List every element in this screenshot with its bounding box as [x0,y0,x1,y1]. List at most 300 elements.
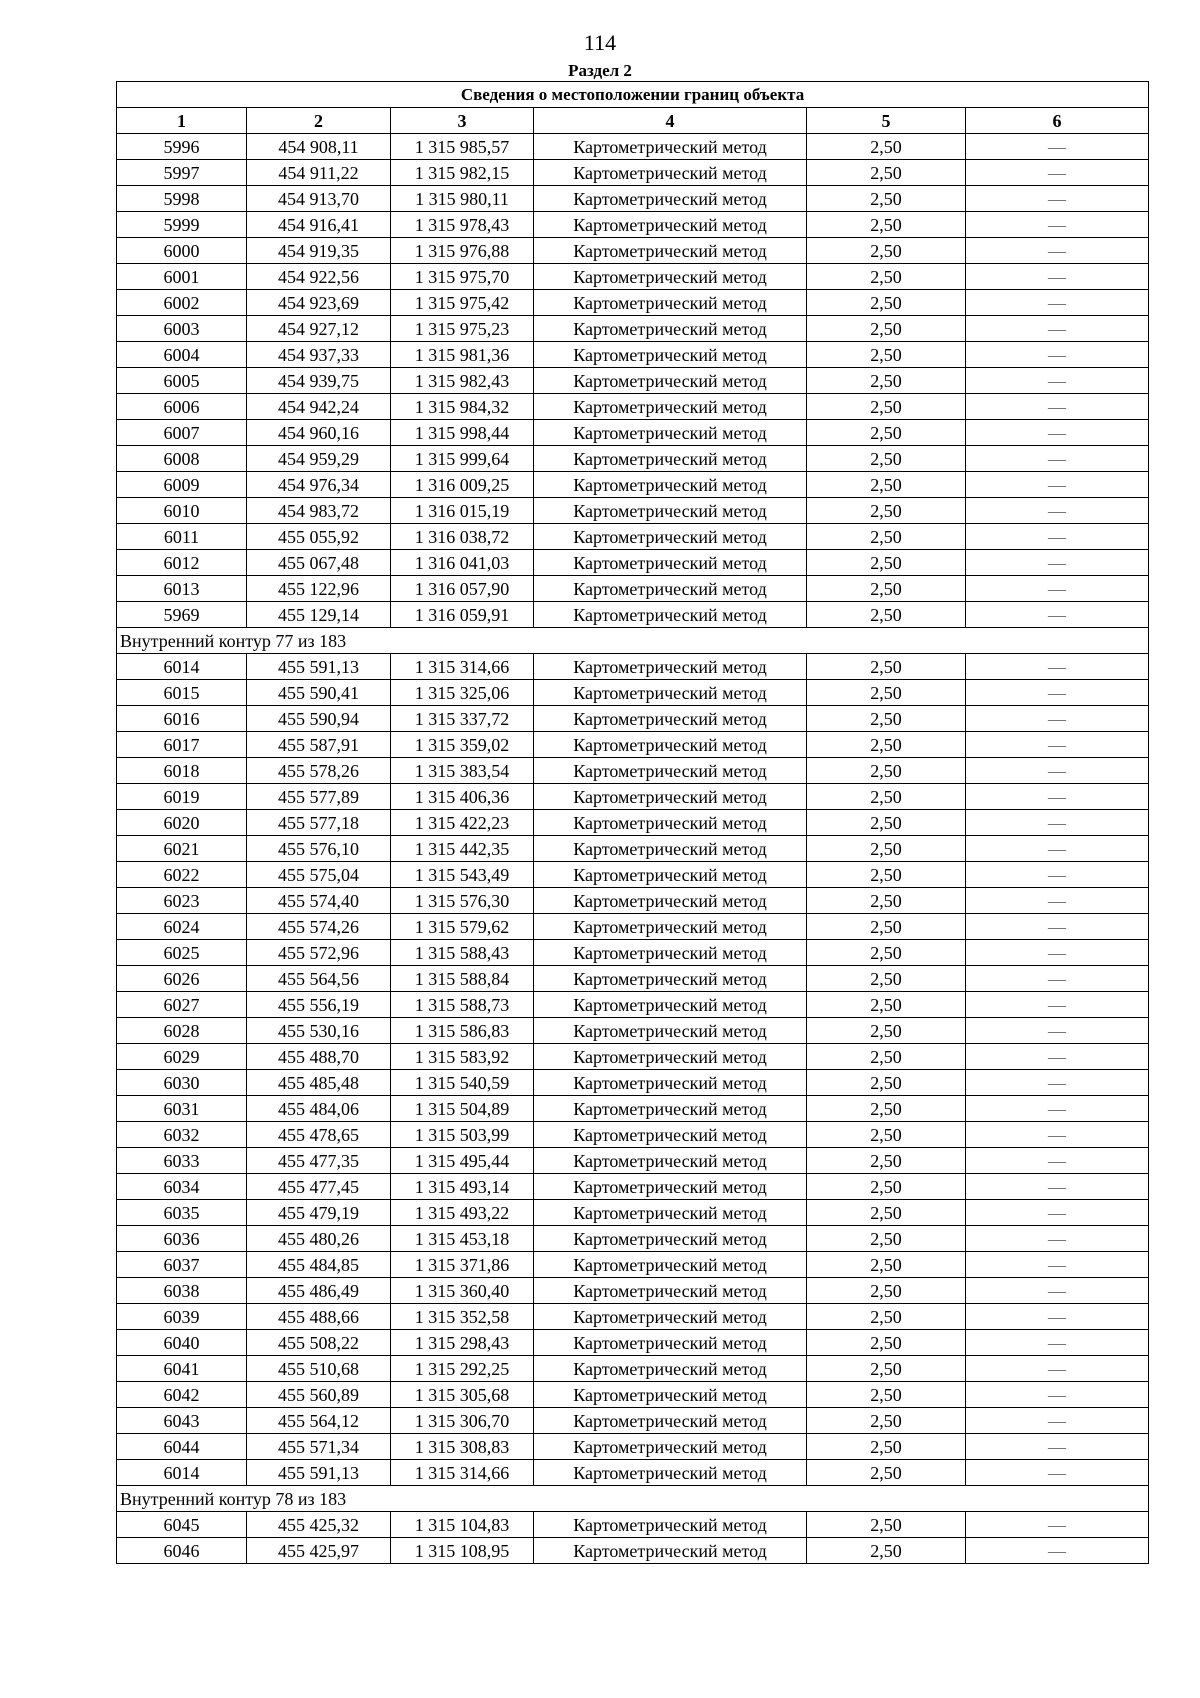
point-number-cell: 5996 [117,134,247,160]
point-number-cell: 6031 [117,1096,247,1122]
accuracy-cell: 2,50 [807,160,966,186]
x-coordinate-cell: 454 916,41 [247,212,391,238]
method-cell: Картометрический метод [534,186,807,212]
y-coordinate-cell: 1 315 976,88 [391,238,534,264]
x-coordinate-cell: 455 591,13 [247,1460,391,1486]
point-number-cell: 6008 [117,446,247,472]
table-row [117,654,1149,680]
description-cell: — [966,680,1149,706]
description-cell: — [966,1018,1149,1044]
accuracy-cell: 2,50 [807,1070,966,1096]
description-cell: — [966,524,1149,550]
table-row [117,1200,1149,1226]
point-number-cell: 6034 [117,1174,247,1200]
accuracy-cell: 2,50 [807,732,966,758]
table-row [117,1044,1149,1070]
table-row [117,446,1149,472]
method-cell: Картометрический метод [534,992,807,1018]
description-cell: — [966,446,1149,472]
description-cell: — [966,472,1149,498]
point-number-cell: 6032 [117,1122,247,1148]
x-coordinate-cell: 454 960,16 [247,420,391,446]
y-coordinate-cell: 1 315 985,57 [391,134,534,160]
x-coordinate-cell: 455 425,32 [247,1512,391,1538]
x-coordinate-cell: 455 486,49 [247,1278,391,1304]
description-cell: — [966,1096,1149,1122]
description-cell: — [966,1512,1149,1538]
description-cell: — [966,550,1149,576]
description-cell: — [966,602,1149,628]
description-cell: — [966,810,1149,836]
method-cell: Картометрический метод [534,888,807,914]
table-row [117,342,1149,368]
accuracy-cell: 2,50 [807,992,966,1018]
y-coordinate-cell: 1 315 359,02 [391,732,534,758]
accuracy-cell: 2,50 [807,1044,966,1070]
x-coordinate-cell: 455 578,26 [247,758,391,784]
point-number-cell: 6015 [117,680,247,706]
method-cell: Картометрический метод [534,1512,807,1538]
point-number-cell: 6040 [117,1330,247,1356]
method-cell: Картометрический метод [534,602,807,628]
description-cell: — [966,1070,1149,1096]
description-cell: — [966,1356,1149,1382]
method-cell: Картометрический метод [534,1330,807,1356]
x-coordinate-cell: 454 983,72 [247,498,391,524]
point-number-cell: 6011 [117,524,247,550]
description-cell: — [966,212,1149,238]
y-coordinate-cell: 1 316 059,91 [391,602,534,628]
method-cell: Картометрический метод [534,342,807,368]
table-row [117,1252,1149,1278]
x-coordinate-cell: 455 067,48 [247,550,391,576]
point-number-cell: 6039 [117,1304,247,1330]
y-coordinate-cell: 1 315 495,44 [391,1148,534,1174]
method-cell: Картометрический метод [534,290,807,316]
point-number-cell: 6030 [117,1070,247,1096]
x-coordinate-cell: 454 908,11 [247,134,391,160]
description-cell: — [966,888,1149,914]
y-coordinate-cell: 1 315 588,43 [391,940,534,966]
y-coordinate-cell: 1 315 442,35 [391,836,534,862]
table-row [117,1304,1149,1330]
y-coordinate-cell: 1 316 038,72 [391,524,534,550]
column-header: 6 [966,108,1149,134]
method-cell: Картометрический метод [534,654,807,680]
accuracy-cell: 2,50 [807,784,966,810]
description-cell: — [966,966,1149,992]
x-coordinate-cell: 455 587,91 [247,732,391,758]
column-header: 4 [534,108,807,134]
x-coordinate-cell: 455 488,66 [247,1304,391,1330]
description-cell: — [966,914,1149,940]
accuracy-cell: 2,50 [807,1226,966,1252]
description-cell: — [966,784,1149,810]
table-row [117,862,1149,888]
description-cell: — [966,498,1149,524]
method-cell: Картометрический метод [534,1070,807,1096]
method-cell: Картометрический метод [534,732,807,758]
table-row [117,394,1149,420]
point-number-cell: 6024 [117,914,247,940]
point-number-cell: 6014 [117,654,247,680]
point-number-cell: 6017 [117,732,247,758]
x-coordinate-cell: 455 576,10 [247,836,391,862]
accuracy-cell: 2,50 [807,420,966,446]
table-row [117,888,1149,914]
page-number: 114 [583,30,617,55]
point-number-cell: 6003 [117,316,247,342]
method-cell: Картометрический метод [534,368,807,394]
x-coordinate-cell: 455 564,12 [247,1408,391,1434]
method-cell: Картометрический метод [534,1304,807,1330]
table-row [117,1434,1149,1460]
method-cell: Картометрический метод [534,1174,807,1200]
contour-section-label: Внутренний контур 77 из 183 [117,628,1149,654]
x-coordinate-cell: 454 913,70 [247,186,391,212]
method-cell: Картометрический метод [534,1460,807,1486]
method-cell: Картометрический метод [534,1382,807,1408]
description-cell: — [966,1304,1149,1330]
accuracy-cell: 2,50 [807,576,966,602]
x-coordinate-cell: 455 129,14 [247,602,391,628]
description-cell: — [966,654,1149,680]
y-coordinate-cell: 1 315 493,22 [391,1200,534,1226]
method-cell: Картометрический метод [534,1148,807,1174]
accuracy-cell: 2,50 [807,1304,966,1330]
accuracy-cell: 2,50 [807,342,966,368]
x-coordinate-cell: 455 484,85 [247,1252,391,1278]
description-cell: — [966,706,1149,732]
table-row [117,264,1149,290]
accuracy-cell: 2,50 [807,212,966,238]
method-cell: Картометрический метод [534,446,807,472]
method-cell: Картометрический метод [534,1408,807,1434]
table-row [117,602,1149,628]
x-coordinate-cell: 455 591,13 [247,654,391,680]
method-cell: Картометрический метод [534,550,807,576]
table-row [117,1226,1149,1252]
accuracy-cell: 2,50 [807,758,966,784]
description-cell: — [966,420,1149,446]
y-coordinate-cell: 1 315 978,43 [391,212,534,238]
x-coordinate-cell: 455 484,06 [247,1096,391,1122]
x-coordinate-cell: 455 508,22 [247,1330,391,1356]
description-cell: — [966,134,1149,160]
accuracy-cell: 2,50 [807,264,966,290]
y-coordinate-cell: 1 315 325,06 [391,680,534,706]
point-number-cell: 6038 [117,1278,247,1304]
point-number-cell: 6023 [117,888,247,914]
table-row [117,134,1149,160]
x-coordinate-cell: 455 577,18 [247,810,391,836]
description-cell: — [966,992,1149,1018]
method-cell: Картометрический метод [534,1096,807,1122]
method-cell: Картометрический метод [534,160,807,186]
point-number-cell: 6000 [117,238,247,264]
column-header: 3 [391,108,534,134]
table-row [117,316,1149,342]
x-coordinate-cell: 455 480,26 [247,1226,391,1252]
method-cell: Картометрический метод [534,316,807,342]
x-coordinate-cell: 454 919,35 [247,238,391,264]
contour-section-label: Внутренний контур 78 из 183 [117,1486,1149,1512]
accuracy-cell: 2,50 [807,186,966,212]
description-cell: — [966,238,1149,264]
point-number-cell: 6022 [117,862,247,888]
description-cell: — [966,576,1149,602]
y-coordinate-cell: 1 315 406,36 [391,784,534,810]
accuracy-cell: 2,50 [807,1018,966,1044]
point-number-cell: 6041 [117,1356,247,1382]
point-number-cell: 5998 [117,186,247,212]
description-cell: — [966,1434,1149,1460]
y-coordinate-cell: 1 315 588,84 [391,966,534,992]
accuracy-cell: 2,50 [807,394,966,420]
accuracy-cell: 2,50 [807,914,966,940]
point-number-cell: 6025 [117,940,247,966]
y-coordinate-cell: 1 315 543,49 [391,862,534,888]
point-number-cell: 6014 [117,1460,247,1486]
x-coordinate-cell: 455 572,96 [247,940,391,966]
column-header: 2 [247,108,391,134]
x-coordinate-cell: 455 479,19 [247,1200,391,1226]
method-cell: Картометрический метод [534,264,807,290]
x-coordinate-cell: 455 556,19 [247,992,391,1018]
x-coordinate-cell: 454 939,75 [247,368,391,394]
description-cell: — [966,1122,1149,1148]
accuracy-cell: 2,50 [807,368,966,394]
method-cell: Картометрический метод [534,1018,807,1044]
point-number-cell: 6004 [117,342,247,368]
point-number-cell: 5969 [117,602,247,628]
description-cell: — [966,1252,1149,1278]
x-coordinate-cell: 455 478,65 [247,1122,391,1148]
description-cell: — [966,1148,1149,1174]
y-coordinate-cell: 1 315 306,70 [391,1408,534,1434]
accuracy-cell: 2,50 [807,290,966,316]
method-cell: Картометрический метод [534,238,807,264]
point-number-cell: 6013 [117,576,247,602]
method-cell: Картометрический метод [534,706,807,732]
method-cell: Картометрический метод [534,134,807,160]
x-coordinate-cell: 455 530,16 [247,1018,391,1044]
y-coordinate-cell: 1 315 576,30 [391,888,534,914]
x-coordinate-cell: 455 571,34 [247,1434,391,1460]
accuracy-cell: 2,50 [807,1408,966,1434]
y-coordinate-cell: 1 315 298,43 [391,1330,534,1356]
x-coordinate-cell: 455 560,89 [247,1382,391,1408]
y-coordinate-cell: 1 315 583,92 [391,1044,534,1070]
y-coordinate-cell: 1 316 041,03 [391,550,534,576]
point-number-cell: 6029 [117,1044,247,1070]
table-row [117,212,1149,238]
description-cell: — [966,186,1149,212]
table-row [117,1512,1149,1538]
method-cell: Картометрический метод [534,420,807,446]
table-row [117,472,1149,498]
accuracy-cell: 2,50 [807,1538,966,1564]
table-row [117,160,1149,186]
y-coordinate-cell: 1 316 057,90 [391,576,534,602]
accuracy-cell: 2,50 [807,1278,966,1304]
accuracy-cell: 2,50 [807,1252,966,1278]
method-cell: Картометрический метод [534,862,807,888]
x-coordinate-cell: 455 477,35 [247,1148,391,1174]
description-cell: — [966,758,1149,784]
method-cell: Картометрический метод [534,524,807,550]
point-number-cell: 5999 [117,212,247,238]
accuracy-cell: 2,50 [807,446,966,472]
y-coordinate-cell: 1 315 540,59 [391,1070,534,1096]
description-cell: — [966,368,1149,394]
method-cell: Картометрический метод [534,966,807,992]
method-cell: Картометрический метод [534,498,807,524]
method-cell: Картометрический метод [534,212,807,238]
point-number-cell: 6016 [117,706,247,732]
method-cell: Картометрический метод [534,1122,807,1148]
accuracy-cell: 2,50 [807,1096,966,1122]
point-number-cell: 5997 [117,160,247,186]
method-cell: Картометрический метод [534,1356,807,1382]
y-coordinate-cell: 1 315 371,86 [391,1252,534,1278]
point-number-cell: 6018 [117,758,247,784]
accuracy-cell: 2,50 [807,550,966,576]
table-row [117,368,1149,394]
accuracy-cell: 2,50 [807,1330,966,1356]
table-row [117,1356,1149,1382]
table-row [117,576,1149,602]
x-coordinate-cell: 455 590,94 [247,706,391,732]
x-coordinate-cell: 455 488,70 [247,1044,391,1070]
accuracy-cell: 2,50 [807,238,966,264]
description-cell: — [966,1382,1149,1408]
table-row [117,706,1149,732]
point-number-cell: 6020 [117,810,247,836]
method-cell: Картометрический метод [534,394,807,420]
x-coordinate-cell: 455 485,48 [247,1070,391,1096]
table-row [117,498,1149,524]
accuracy-cell: 2,50 [807,836,966,862]
table-row [117,940,1149,966]
description-cell: — [966,1226,1149,1252]
accuracy-cell: 2,50 [807,1460,966,1486]
table-row [117,1148,1149,1174]
table-row [117,550,1149,576]
column-header: 5 [807,108,966,134]
point-number-cell: 6026 [117,966,247,992]
method-cell: Картометрический метод [534,836,807,862]
method-cell: Картометрический метод [534,940,807,966]
description-cell: — [966,316,1149,342]
method-cell: Картометрический метод [534,914,807,940]
description-cell: — [966,160,1149,186]
method-cell: Картометрический метод [534,576,807,602]
y-coordinate-cell: 1 315 337,72 [391,706,534,732]
y-coordinate-cell: 1 315 314,66 [391,1460,534,1486]
point-number-cell: 6046 [117,1538,247,1564]
table-row [117,420,1149,446]
x-coordinate-cell: 455 425,97 [247,1538,391,1564]
table-row [117,1382,1149,1408]
y-coordinate-cell: 1 315 108,95 [391,1538,534,1564]
accuracy-cell: 2,50 [807,602,966,628]
accuracy-cell: 2,50 [807,1434,966,1460]
table-row [117,1330,1149,1356]
y-coordinate-cell: 1 315 314,66 [391,654,534,680]
point-number-cell: 6005 [117,368,247,394]
point-number-cell: 6028 [117,1018,247,1044]
table-row [117,1174,1149,1200]
column-header-row [117,108,1149,134]
x-coordinate-cell: 454 959,29 [247,446,391,472]
y-coordinate-cell: 1 315 980,11 [391,186,534,212]
y-coordinate-cell: 1 315 579,62 [391,914,534,940]
method-cell: Картометрический метод [534,680,807,706]
method-cell: Картометрический метод [534,1538,807,1564]
point-number-cell: 6043 [117,1408,247,1434]
table-row [117,836,1149,862]
table-row [117,784,1149,810]
method-cell: Картометрический метод [534,472,807,498]
accuracy-cell: 2,50 [807,1174,966,1200]
description-cell: — [966,290,1149,316]
y-coordinate-cell: 1 315 975,70 [391,264,534,290]
accuracy-cell: 2,50 [807,498,966,524]
x-coordinate-cell: 455 590,41 [247,680,391,706]
point-number-cell: 6033 [117,1148,247,1174]
accuracy-cell: 2,50 [807,966,966,992]
method-cell: Картометрический метод [534,758,807,784]
x-coordinate-cell: 455 575,04 [247,862,391,888]
y-coordinate-cell: 1 315 504,89 [391,1096,534,1122]
point-number-cell: 6007 [117,420,247,446]
accuracy-cell: 2,50 [807,654,966,680]
accuracy-cell: 2,50 [807,810,966,836]
x-coordinate-cell: 454 976,34 [247,472,391,498]
description-cell: — [966,1330,1149,1356]
x-coordinate-cell: 454 911,22 [247,160,391,186]
point-number-cell: 6010 [117,498,247,524]
contour-section-row [117,628,1149,654]
y-coordinate-cell: 1 315 352,58 [391,1304,534,1330]
y-coordinate-cell: 1 315 982,15 [391,160,534,186]
y-coordinate-cell: 1 315 503,99 [391,1122,534,1148]
table-row [117,1278,1149,1304]
table-row [117,238,1149,264]
y-coordinate-cell: 1 315 586,83 [391,1018,534,1044]
table-row [117,524,1149,550]
accuracy-cell: 2,50 [807,706,966,732]
table-caption: Сведения о местоположении границ объекта [117,82,1149,108]
description-cell: — [966,1408,1149,1434]
description-cell: — [966,940,1149,966]
x-coordinate-cell: 455 564,56 [247,966,391,992]
x-coordinate-cell: 455 510,68 [247,1356,391,1382]
x-coordinate-cell: 454 927,12 [247,316,391,342]
x-coordinate-cell: 455 477,45 [247,1174,391,1200]
table-row [117,810,1149,836]
table-row [117,914,1149,940]
y-coordinate-cell: 1 315 422,23 [391,810,534,836]
y-coordinate-cell: 1 315 984,32 [391,394,534,420]
point-number-cell: 6037 [117,1252,247,1278]
y-coordinate-cell: 1 315 305,68 [391,1382,534,1408]
x-coordinate-cell: 454 937,33 [247,342,391,368]
table-row [117,758,1149,784]
table-row [117,1408,1149,1434]
accuracy-cell: 2,50 [807,1512,966,1538]
